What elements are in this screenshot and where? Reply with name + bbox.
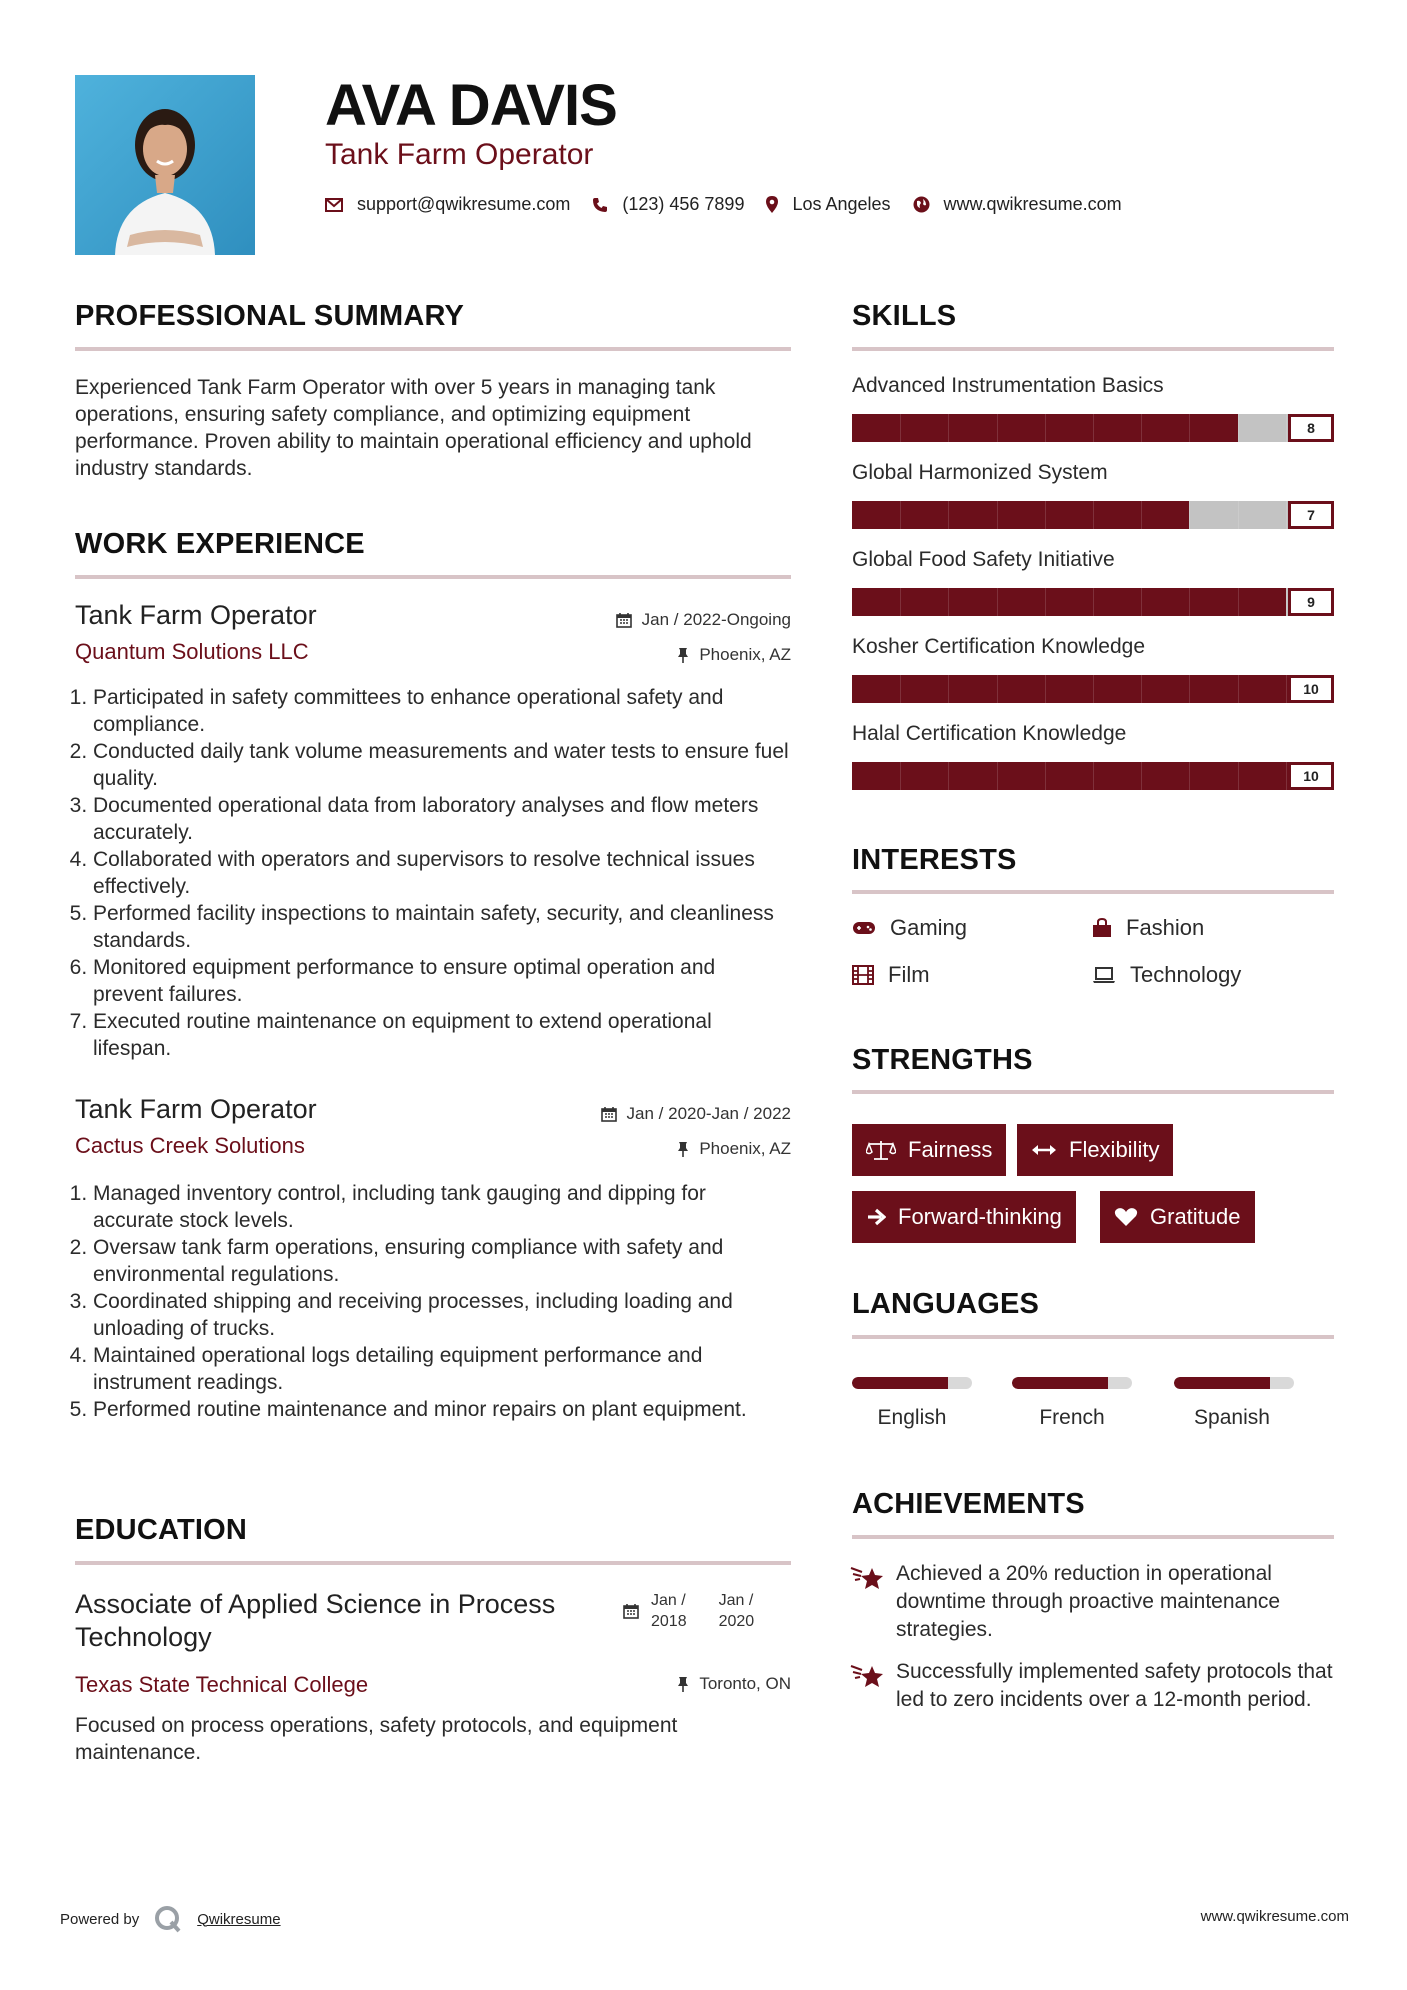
skill-bar-segment: [1286, 501, 1287, 529]
interest-item: [852, 915, 967, 941]
skill-bar-fill: [852, 588, 1286, 616]
interest-item: [1092, 962, 1241, 988]
strength-label: Forward-thinking: [898, 1204, 1062, 1229]
interest-item: [1092, 915, 1204, 941]
start-month: Jan /: [651, 1592, 686, 1609]
job-dates-text: Jan / 2022-Ongoing: [641, 610, 791, 629]
achievements-heading: ACHIEVEMENTS: [852, 1488, 1085, 1520]
duty-item: 3. Coordinated shipping and receiving processes, including loading and unloading of trucks.: [93, 1288, 791, 1342]
duty-list: [75, 684, 791, 1062]
skill-bar-segment: [948, 414, 949, 442]
interest-item: [852, 962, 930, 988]
job-dates-text: Jan / 2020-Jan / 2022: [626, 1104, 791, 1123]
skill-bar-segment: [1141, 675, 1142, 703]
experience-divider: [75, 575, 791, 579]
start-year: 2018: [651, 1613, 687, 1630]
skill-bar-segment: [1189, 501, 1190, 529]
education-heading: EDUCATION: [75, 1514, 248, 1546]
skill-bar-segment: [1286, 414, 1287, 442]
skill-bar-segment: [1093, 588, 1094, 616]
language-name: Spanish: [1194, 1406, 1270, 1429]
achievement-item: [850, 1560, 1336, 1644]
shooting-star-icon: [850, 1564, 884, 1590]
language-bar-fill: [852, 1377, 948, 1389]
contact-phone[interactable]: [592, 194, 744, 215]
skill-bar-segment: [1045, 675, 1046, 703]
end-month: Jan /: [718, 1592, 754, 1609]
email-text: support@qwikresume.com: [357, 194, 571, 214]
calendar-icon: [616, 612, 632, 628]
strength-label: Fairness: [908, 1137, 993, 1162]
duty-item: 7. Executed routine maintenance on equipment to extend operational lifespan.: [93, 1008, 791, 1062]
candidate-name: AVA DAVIS: [325, 73, 617, 138]
skill-bar-segment: [900, 762, 901, 790]
skill-bar-segment: [900, 414, 901, 442]
map-pin-icon: [766, 196, 778, 213]
pushpin-icon: [677, 1141, 689, 1157]
duty-item: 6. Monitored equipment performance to ensure optimal operation and prevent failures.: [93, 954, 791, 1008]
interests-divider: [852, 890, 1334, 894]
laptop-icon: [1092, 966, 1116, 984]
skill-bar-segment: [1141, 414, 1142, 442]
school-name: Texas State Technical College: [75, 1672, 369, 1697]
qwikresume-logo-icon: [153, 1904, 183, 1934]
duty-list: [75, 1180, 791, 1423]
interest-label: Technology: [1130, 962, 1242, 987]
education-location: [677, 1674, 791, 1694]
skill-name: Advanced Instrumentation Basics: [852, 374, 1164, 397]
skill-bar-segment: [1189, 588, 1190, 616]
skill-score: 9: [1288, 588, 1334, 616]
candidate-title: Tank Farm Operator: [325, 138, 594, 171]
skill-bar-segment: [948, 588, 949, 616]
achievement-text: Successfully implemented safety protocols that led to zero incidents over a 12-month period.: [896, 1660, 1333, 1711]
education-entry: [75, 1588, 791, 1766]
heart-icon: [1114, 1207, 1138, 1227]
contact-location: [766, 194, 890, 215]
job-dates: [616, 610, 791, 630]
language-name: French: [1039, 1406, 1105, 1429]
achievement-item: [850, 1658, 1336, 1714]
language-bar: [852, 1377, 972, 1389]
gamepad-icon: [852, 921, 876, 935]
achievements-divider: [852, 1535, 1334, 1539]
job-entry: [75, 600, 791, 1062]
skills-heading: SKILLS: [852, 300, 957, 332]
strengths-heading: STRENGTHS: [852, 1044, 1033, 1076]
job-title: Tank Farm Operator: [75, 1094, 317, 1124]
skill-bar-segment: [997, 762, 998, 790]
interests-heading: INTERESTS: [852, 844, 1017, 876]
shooting-star-icon: [850, 1662, 884, 1688]
pushpin-icon: [677, 1676, 689, 1692]
education-location-text: Toronto, ON: [699, 1674, 791, 1693]
language-bar: [1012, 1377, 1132, 1389]
language-bar-fill: [1012, 1377, 1108, 1389]
company-name: Quantum Solutions LLC: [75, 639, 309, 664]
summary-heading: PROFESSIONAL SUMMARY: [75, 300, 465, 332]
skill-bar-segment: [997, 675, 998, 703]
interest-label: Film: [888, 962, 930, 987]
end-year: 2020: [718, 1613, 755, 1630]
company-name: Cactus Creek Solutions: [75, 1133, 305, 1158]
strength-chip: [852, 1191, 1076, 1243]
skill-bar: [852, 588, 1334, 616]
skill-bar-segment: [1286, 762, 1287, 790]
skill-name: Global Food Safety Initiative: [852, 548, 1115, 571]
skill-bar-segment: [900, 675, 901, 703]
skill-bar-segment: [1093, 501, 1094, 529]
job-location-text: Phoenix, AZ: [699, 645, 791, 664]
skill-bar-segment: [1045, 501, 1046, 529]
skill-score: 10: [1288, 675, 1334, 703]
pushpin-icon: [677, 647, 689, 663]
skill-name: Global Harmonized System: [852, 461, 1108, 484]
skill-bar-segment: [900, 588, 901, 616]
summary-divider: [75, 347, 791, 351]
skill-bar-segment: [1189, 762, 1190, 790]
skill-score: 10: [1288, 762, 1334, 790]
globe-icon: [913, 196, 930, 213]
degree-title: Associate of Applied Science in Process Technology: [75, 1589, 556, 1652]
duty-item: 2. Conducted daily tank volume measurements and water tests to ensure fuel quality.: [93, 738, 791, 792]
duty-item: 1. Managed inventory control, including tank gauging and dipping for accurate stock levels.: [93, 1180, 791, 1234]
skill-bar-segment: [1238, 414, 1239, 442]
balance-scale-icon: [866, 1139, 896, 1161]
skill-bar-segment: [1189, 414, 1190, 442]
skill-bar-segment: [1141, 501, 1142, 529]
skill-bar-segment: [997, 588, 998, 616]
skill-bar-segment: [997, 501, 998, 529]
skill-bar-segment: [1093, 762, 1094, 790]
skill-score: 8: [1288, 414, 1334, 442]
language-name: English: [877, 1406, 947, 1429]
skill-score: 7: [1288, 501, 1334, 529]
language-bar: [1174, 1377, 1294, 1389]
summary-text: Experienced Tank Farm Operator with over 5 years in managing tank operations, ensuring safety compliance, and optimizing equipment performance. Proven ability to maintain operational efficiency and uphold industry standards.: [75, 376, 752, 480]
skill-bar-segment: [1238, 588, 1239, 616]
phone-icon: [592, 197, 608, 213]
strength-chip: [852, 1124, 1006, 1176]
skill-bar-segment: [1141, 762, 1142, 790]
skill-bar-segment: [997, 414, 998, 442]
footer-powered-by: [60, 1904, 281, 1934]
skill-bar-segment: [948, 762, 949, 790]
qwikresume-link[interactable]: Qwikresume: [197, 1910, 281, 1928]
duty-item: 1. Participated in safety committees to enhance operational safety and compliance.: [93, 684, 791, 738]
achievement-text: Achieved a 20% reduction in operational downtime through proactive maintenance strategies.: [896, 1562, 1281, 1641]
arrows-horizontal-icon: [1031, 1143, 1057, 1157]
strength-label: Flexibility: [1069, 1137, 1160, 1162]
skill-bar-segment: [1189, 675, 1190, 703]
skill-bar-segment: [1045, 588, 1046, 616]
skill-bar: [852, 501, 1334, 529]
contact-email[interactable]: [325, 194, 570, 215]
job-location: [677, 645, 791, 665]
duty-item: 5. Performed facility inspections to maintain safety, security, and cleanliness standards.: [93, 900, 791, 954]
education-description: Focused on process operations, safety protocols, and equipment maintenance.: [75, 1714, 678, 1764]
skill-bar: [852, 414, 1334, 442]
phone-text: (123) 456 7899: [622, 194, 745, 214]
skill-bar-segment: [1238, 675, 1239, 703]
arrow-right-icon: [866, 1208, 886, 1226]
footer-website[interactable]: www.qwikresume.com: [1200, 1908, 1349, 1925]
job-title: Tank Farm Operator: [75, 600, 317, 630]
interest-label: Fashion: [1126, 915, 1205, 940]
skill-bar-segment: [1286, 588, 1287, 616]
film-icon: [852, 965, 874, 985]
job-location: [677, 1139, 791, 1159]
shopping-bag-icon: [1092, 918, 1112, 938]
interest-label: Gaming: [890, 915, 968, 940]
profile-photo: [75, 75, 255, 255]
website-text: www.qwikresume.com: [943, 194, 1122, 214]
skill-bar-segment: [1093, 414, 1094, 442]
strength-label: Gratitude: [1150, 1204, 1241, 1229]
skill-bar-segment: [1045, 414, 1046, 442]
location-text: Los Angeles: [792, 194, 891, 214]
duty-item: 4. Collaborated with operators and supervisors to resolve technical issues effectively.: [93, 846, 791, 900]
languages-heading: LANGUAGES: [852, 1288, 1040, 1320]
language-bar-fill: [1174, 1377, 1270, 1389]
strength-chip: [1017, 1124, 1173, 1176]
skill-bar: [852, 762, 1334, 790]
powered-by-text: Powered by: [60, 1910, 140, 1928]
duty-item: 5. Performed routine maintenance and minor repairs on plant equipment.: [93, 1396, 791, 1423]
strengths-divider: [852, 1090, 1334, 1094]
skill-bar-segment: [1238, 762, 1239, 790]
education-dates: [623, 1590, 754, 1632]
skill-bar-segment: [1286, 675, 1287, 703]
skill-bar-segment: [1045, 762, 1046, 790]
skill-bar-segment: [900, 501, 901, 529]
duty-item: 3. Documented operational data from laboratory analyses and flow meters accurately.: [93, 792, 791, 846]
contact-bar: [325, 194, 1144, 215]
skill-bar-segment: [948, 675, 949, 703]
calendar-icon: [623, 1603, 639, 1619]
skill-bar-segment: [1093, 675, 1094, 703]
contact-website[interactable]: [913, 194, 1122, 215]
experience-heading: WORK EXPERIENCE: [75, 528, 365, 560]
strength-chip: [1100, 1191, 1255, 1243]
skill-bar-segment: [948, 501, 949, 529]
languages-divider: [852, 1335, 1334, 1339]
skill-bar-fill: [852, 501, 1189, 529]
duty-item: 4. Maintained operational logs detailing equipment performance and instrument readings.: [93, 1342, 791, 1396]
duty-item: 2. Oversaw tank farm operations, ensuring compliance with safety and environmental regulations.: [93, 1234, 791, 1288]
skill-bar-segment: [1238, 501, 1239, 529]
skill-bar-segment: [1141, 588, 1142, 616]
skills-divider: [852, 347, 1334, 351]
job-location-text: Phoenix, AZ: [699, 1139, 791, 1158]
skill-bar: [852, 675, 1334, 703]
job-entry: [75, 1094, 791, 1423]
calendar-icon: [601, 1106, 617, 1122]
job-dates: [601, 1104, 791, 1124]
education-divider: [75, 1561, 791, 1565]
skill-name: Halal Certification Knowledge: [852, 722, 1127, 745]
skill-name: Kosher Certification Knowledge: [852, 635, 1145, 658]
envelope-icon: [325, 198, 343, 212]
